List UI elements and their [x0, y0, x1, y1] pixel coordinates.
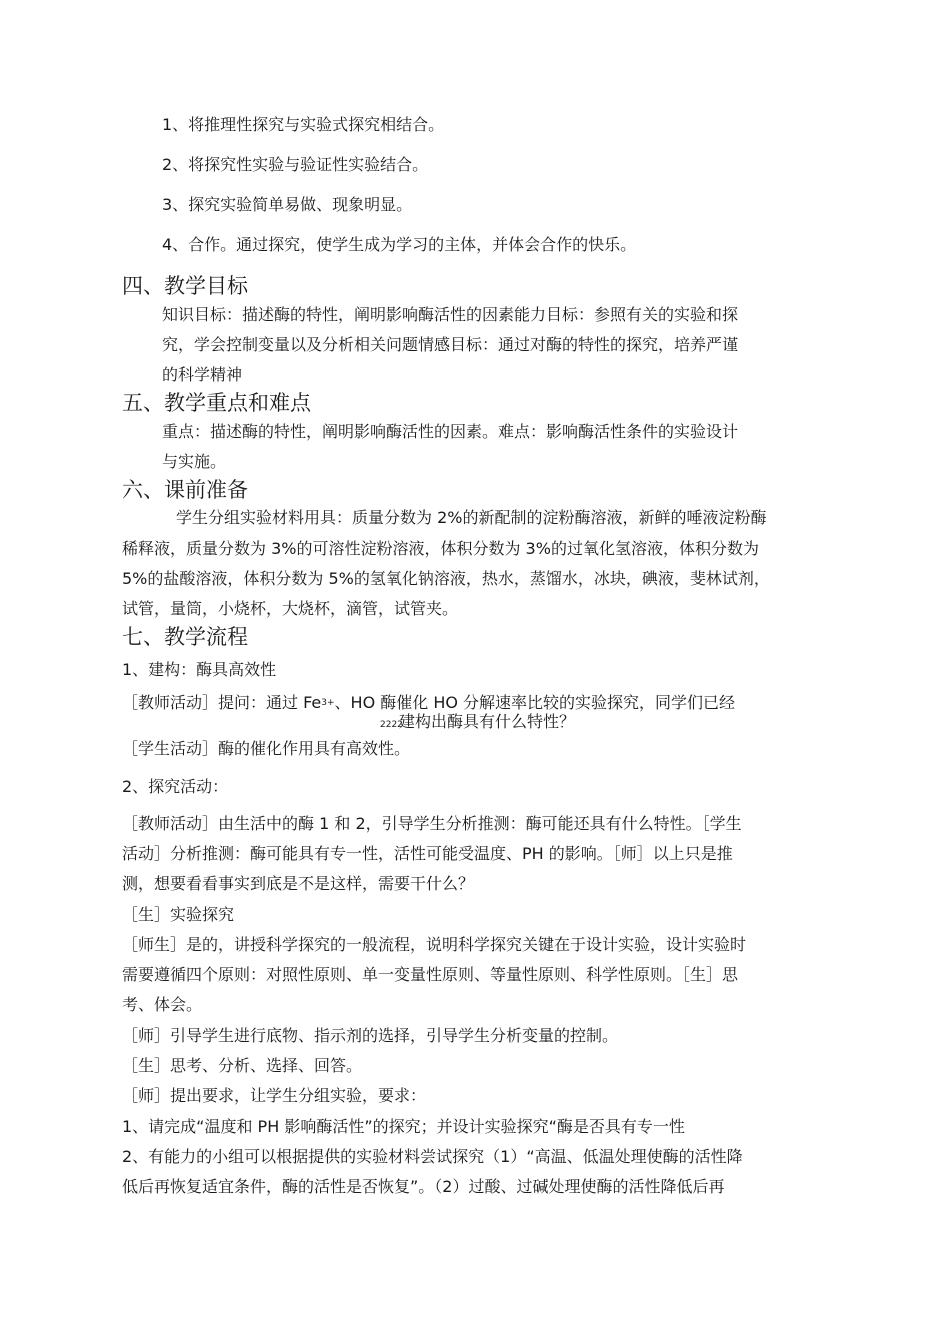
section-6-line-3: 5%的盐酸溶液，体积分数为 5%的氢氧化钠溶液，热水，蒸馏水，冰块，碘液，斐林试剂， — [122, 569, 770, 588]
section-4-heading: 四、教学目标 — [122, 274, 248, 298]
section-5-line-1: 重点：描述酶的特性，阐明影响酶活性的因素。难点：影响酶活性条件的实验设计 — [162, 422, 739, 441]
requirement-2-line-1: 2、有能力的小组可以根据提供的实验材料尝试探究（1）“高温、低温处理使酶的活性降 — [122, 1147, 743, 1166]
principle-1: 1、将推理性探究与实验式探究相结合。 — [162, 115, 445, 134]
principle-4: 4、合作。通过探究，使学生成为学习的主体，并体会合作的快乐。 — [162, 235, 637, 254]
fe-superscript: 3+ — [321, 698, 335, 708]
section-4-line-1: 知识目标：描述酶的特性，阐明影响酶活性的因素能力目标：参照有关的实验和探 — [162, 305, 739, 324]
section-6-heading: 六、课前准备 — [122, 478, 248, 502]
student-activity-3: ［生］思考、分析、选择、回答。 — [122, 1056, 363, 1075]
section-6-line-1: 学生分组实验材料用具：质量分数为 2%的新配制的淀粉酶溶液，新鲜的唾液淀粉酶 — [176, 508, 767, 527]
teacher-student-line-1: ［师生］是的，讲授科学探究的一般流程，说明科学探究关键在于设计实验，设计实验时 — [122, 935, 747, 954]
section-6-line-2: 稀释液，质量分数为 3%的可溶性淀粉溶液，体积分数为 3%的过氧化氢溶液，体积分数为 — [122, 539, 759, 558]
section-6-line-4: 试管，量筒，小烧杯，大烧杯，滴管，试管夹。 — [122, 599, 459, 618]
teacher-activity-1-c: 建构出酶具有什么特性？ — [399, 712, 576, 731]
section-4-line-3: 的科学精神 — [162, 365, 243, 384]
section-5-line-2: 与实施。 — [162, 452, 227, 471]
teacher-activity-1-a: ［教师活动］提问：通过 Fe — [122, 693, 322, 712]
principle-2: 2、将探究性实验与验证性实验结合。 — [162, 155, 429, 174]
teacher-activity-2-line-3: 测，想要看看事实到底是不是这样，需要干什么？ — [122, 874, 475, 893]
teacher-activity-2-line-2: 活动］分析推测：酶可能具有专一性，活性可能受温度、PH 的影响。［师］以上只是推 — [122, 844, 733, 863]
section-4-line-2: 究，学会控制变量以及分析相关问题情感目标：通过对酶的特性的探究，培养严谨 — [162, 335, 739, 354]
teacher-student-line-2: 需要遵循四个原则：对照性原则、单一变量性原则、等量性原则、科学性原则。［生］思 — [122, 965, 739, 984]
formula-subscripts: 2222 — [380, 720, 403, 730]
teacher-requirements: ［师］提出要求，让学生分组实验，要求： — [122, 1086, 427, 1105]
teacher-activity-1-b: 、HO 酶催化 HO 分解速率比较的实验探究，同学们已经 — [334, 693, 736, 712]
step-2: 2、探究活动： — [122, 777, 229, 796]
requirement-1: 1、请完成“温度和 PH 影响酶活性”的探究；并设计实验探究“酶是否具有专一性 — [122, 1117, 685, 1136]
principle-3: 3、探究实验简单易做、现象明显。 — [162, 195, 413, 214]
student-activity-2: ［生］实验探究 — [122, 905, 235, 924]
section-5-heading: 五、教学重点和难点 — [122, 391, 311, 415]
teacher-student-line-3: 考、体会。 — [122, 995, 203, 1014]
step-1: 1、建构：酶具高效性 — [122, 660, 277, 679]
student-activity-1: ［学生活动］酶的催化作用具有高效性。 — [122, 739, 411, 758]
teacher-activity-2-line-1: ［教师活动］由生活中的酶 1 和 2，引导学生分析推测：酶可能还具有什么特性。［学生 — [122, 814, 742, 833]
section-7-heading: 七、教学流程 — [122, 625, 248, 649]
teacher-guide: ［师］引导学生进行底物、指示剂的选择，引导学生分析变量的控制。 — [122, 1026, 619, 1045]
requirement-2-line-2: 低后再恢复适宜条件，酶的活性是否恢复”。（2）过酸、过碱处理使酶的活性降低后再 — [122, 1177, 725, 1196]
